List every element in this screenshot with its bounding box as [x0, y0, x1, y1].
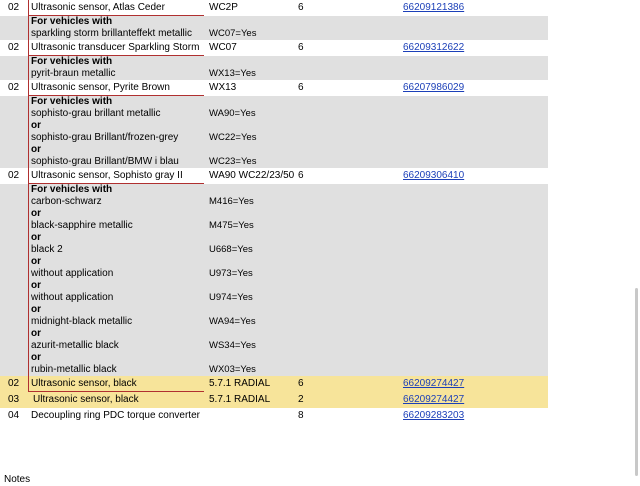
condition-heading: or: [31, 208, 41, 219]
condition-text: without application: [31, 292, 114, 303]
condition-text: sophisto-grau Brillant/frozen-grey: [31, 132, 179, 143]
note-row: [0, 96, 548, 120]
condition-value: WS34=Yes: [209, 340, 256, 351]
condition-text: pyrit-braun metallic: [31, 68, 116, 79]
position-number: 03: [8, 394, 20, 405]
part-code: WA90 WC22/23/50: [209, 170, 295, 181]
note-row: [0, 56, 548, 80]
part-number-link[interactable]: 66209312622: [403, 42, 465, 53]
condition-heading: or: [31, 352, 41, 363]
condition-text: sophisto-grau brillant metallic: [31, 108, 161, 119]
part-number-link[interactable]: 66209283203: [403, 410, 465, 421]
position-number: 02: [8, 170, 20, 181]
part-code: WC2P: [209, 2, 238, 13]
part-number-link[interactable]: 66207986029: [403, 82, 465, 93]
condition-value: M475=Yes: [209, 220, 254, 231]
condition-text: without application: [31, 268, 114, 279]
note-row: [0, 232, 548, 256]
condition-value: WA90=Yes: [209, 108, 256, 119]
part-number-link[interactable]: 66209274427: [403, 378, 465, 389]
part-description: Ultrasonic sensor, Pyrite Brown: [31, 82, 170, 93]
part-code: 5.7.1 RADIAL: [209, 378, 271, 389]
condition-text: midnight-black metallic: [31, 316, 133, 327]
bracket-line: [28, 208, 29, 232]
part-number-link[interactable]: 66209274427: [403, 394, 465, 405]
note-row: [0, 328, 548, 352]
notes-label: Notes: [4, 474, 31, 485]
condition-heading: For vehicles with: [31, 96, 113, 107]
bracket-line: [28, 328, 29, 352]
part-description: Ultrasonic sensor, black: [31, 378, 137, 389]
part-number-link[interactable]: 66209306410: [403, 170, 465, 181]
condition-heading: or: [31, 256, 41, 267]
part-description: Ultrasonic sensor, Sophisto gray II: [31, 170, 183, 181]
table-row[interactable]: [0, 408, 548, 424]
condition-text: black 2: [31, 244, 63, 255]
table-row[interactable]: [0, 40, 548, 56]
note-row: [0, 120, 548, 144]
note-row: [0, 184, 548, 208]
bracket-line: [28, 304, 29, 328]
condition-heading: For vehicles with: [31, 184, 113, 195]
quantity: 2: [298, 394, 304, 405]
condition-heading: or: [31, 232, 41, 243]
quantity: 6: [298, 42, 304, 53]
condition-heading: or: [31, 304, 41, 315]
condition-heading: For vehicles with: [31, 56, 113, 67]
scrollbar[interactable]: [635, 288, 638, 476]
part-description: Decoupling ring PDC torque converter: [31, 410, 200, 421]
condition-heading: or: [31, 120, 41, 131]
condition-text: sparkling storm brillanteffekt metallic: [31, 28, 192, 39]
note-row: [0, 144, 548, 168]
quantity: 6: [298, 2, 304, 13]
condition-text: black-sapphire metallic: [31, 220, 133, 231]
part-description: Ultrasonic transducer Sparkling Storm: [31, 42, 200, 53]
position-number: 04: [8, 410, 20, 421]
bracket-line: [28, 232, 29, 256]
table-row[interactable]: [0, 168, 548, 184]
condition-value: U668=Yes: [209, 244, 253, 255]
condition-heading: or: [31, 280, 41, 291]
bracket-line: [28, 120, 29, 144]
condition-value: WC23=Yes: [209, 156, 257, 167]
condition-text: rubin-metallic black: [31, 364, 117, 375]
condition-value: WX13=Yes: [209, 68, 256, 79]
bracket-line: [28, 144, 29, 168]
table-row[interactable]: [0, 80, 548, 96]
bracket-line: [28, 256, 29, 280]
condition-heading: For vehicles with: [31, 16, 113, 27]
note-row: [0, 304, 548, 328]
bracket-line: [28, 56, 29, 80]
part-code: WC07: [209, 42, 237, 53]
bracket-line: [28, 280, 29, 304]
bracket-line: [28, 184, 29, 208]
position-number: 02: [8, 82, 20, 93]
bracket-line: [28, 96, 29, 120]
condition-value: U974=Yes: [209, 292, 253, 303]
condition-value: WC22=Yes: [209, 132, 257, 143]
condition-heading: or: [31, 328, 41, 339]
condition-value: WA94=Yes: [209, 316, 256, 327]
quantity: 6: [298, 170, 304, 181]
part-code: WX13: [209, 82, 237, 93]
condition-heading: or: [31, 144, 41, 155]
condition-value: M416=Yes: [209, 196, 254, 207]
table-row[interactable]: [0, 392, 548, 408]
position-number: 02: [8, 2, 20, 13]
note-row: [0, 280, 548, 304]
table-row[interactable]: [0, 376, 548, 392]
part-code: 5.7.1 RADIAL: [209, 394, 271, 405]
table-row[interactable]: [0, 0, 548, 16]
part-description: Ultrasonic sensor, Atlas Ceder: [31, 2, 165, 13]
condition-text: sophisto-grau Brillant/BMW i blau: [31, 156, 179, 167]
condition-value: WC07=Yes: [209, 28, 257, 39]
condition-text: carbon-schwarz: [31, 196, 102, 207]
part-description: Ultrasonic sensor, black: [33, 394, 139, 405]
note-row: [0, 256, 548, 280]
note-row: [0, 352, 548, 376]
bracket-line: [28, 352, 29, 376]
position-number: 02: [8, 378, 20, 389]
condition-value: U973=Yes: [209, 268, 253, 279]
condition-value: WX03=Yes: [209, 364, 256, 375]
bracket-line: [28, 16, 29, 40]
quantity: 6: [298, 378, 304, 389]
quantity: 8: [298, 410, 304, 421]
quantity: 6: [298, 82, 304, 93]
note-row: [0, 16, 548, 40]
note-row: [0, 208, 548, 232]
condition-text: azurit-metallic black: [31, 340, 119, 351]
part-number-link[interactable]: 66209121386: [403, 2, 465, 13]
position-number: 02: [8, 42, 20, 53]
